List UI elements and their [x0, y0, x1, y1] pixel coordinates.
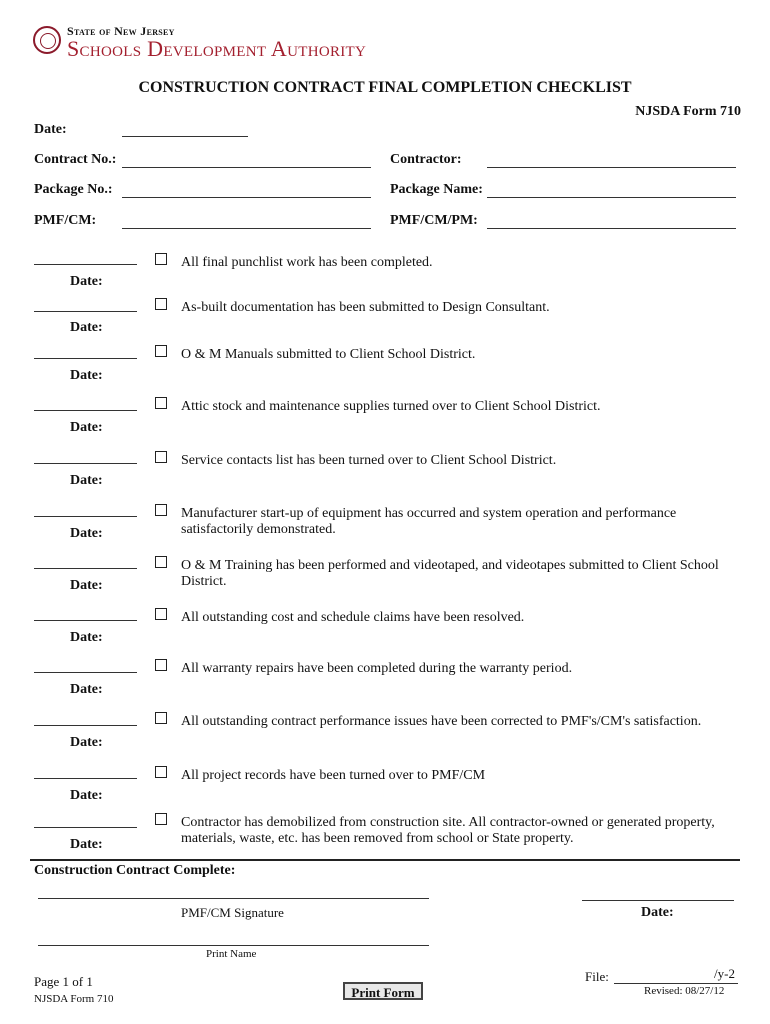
initials-line[interactable]: [34, 778, 137, 779]
package-no-label: Package No.:: [34, 182, 113, 197]
checklist-item-text: All project records have been turned over to PMF/CM: [181, 768, 486, 783]
revised-date: Revised: 08/27/12: [644, 985, 725, 997]
date-field[interactable]: [122, 136, 248, 137]
checklist-item-text: As-built documentation has been submitted to Design Consultant.: [181, 300, 550, 315]
form-number: NJSDA Form 710: [635, 104, 741, 119]
item-date-label: Date:: [70, 682, 103, 697]
item-date-label: Date:: [70, 368, 103, 383]
logo-state-text: State of New Jersey: [67, 24, 175, 38]
checkbox[interactable]: [155, 556, 167, 568]
print-name-field[interactable]: [38, 945, 429, 946]
file-suffix: /y-2: [714, 966, 735, 981]
initials-line[interactable]: [34, 311, 137, 312]
checkbox[interactable]: [155, 504, 167, 516]
checklist-item-text: All outstanding contract performance issues have been corrected to PMF's/CM's satisfaction.: [181, 714, 702, 729]
initials-line[interactable]: [34, 463, 137, 464]
package-name-field[interactable]: [487, 197, 736, 198]
section-divider: [30, 859, 740, 861]
initials-line[interactable]: [34, 672, 137, 673]
checklist-item-text: All warranty repairs have been completed during the warranty period.: [181, 661, 573, 676]
item-date-label: Date:: [70, 473, 103, 488]
checklist-item-text: All outstanding cost and schedule claims have been resolved.: [181, 610, 525, 625]
checkbox[interactable]: [155, 608, 167, 620]
item-date-label: Date:: [70, 420, 103, 435]
logo-authority-text: Schools Development Authority: [67, 36, 367, 61]
contract-no-label: Contract No.:: [34, 152, 117, 167]
item-date-label: Date:: [70, 274, 103, 289]
checklist-item-text: Manufacturer start-up of equipment has occurred and system operation and performance satisfactorily demonstrated.: [181, 506, 677, 537]
checkbox[interactable]: [155, 397, 167, 409]
checkbox[interactable]: [155, 813, 167, 825]
checkbox[interactable]: [155, 253, 167, 265]
completion-heading: Construction Contract Complete:: [34, 863, 236, 878]
pmf-cm-pm-label: PMF/CM/PM:: [390, 213, 478, 228]
nj-seal-logo-icon: [33, 26, 61, 54]
package-name-label: Package Name:: [390, 182, 483, 197]
pmf-cm-signature-field[interactable]: [38, 898, 429, 899]
pmf-cm-pm-field[interactable]: [487, 228, 736, 229]
completion-date-field[interactable]: [582, 900, 734, 901]
file-label: File:: [585, 969, 609, 984]
item-date-label: Date:: [70, 578, 103, 593]
checklist-item-text: Service contacts list has been turned over to Client School District.: [181, 453, 557, 468]
initials-line[interactable]: [34, 516, 137, 517]
item-date-label: Date:: [70, 837, 103, 852]
page-number: Page 1 of 1: [34, 974, 93, 989]
checkbox[interactable]: [155, 451, 167, 463]
footer-form-number: NJSDA Form 710: [34, 993, 114, 1005]
checkbox[interactable]: [155, 659, 167, 671]
signature-label: PMF/CM Signature: [181, 905, 284, 920]
contract-no-field[interactable]: [122, 167, 371, 168]
initials-line[interactable]: [34, 358, 137, 359]
initials-line[interactable]: [34, 568, 137, 569]
checkbox[interactable]: [155, 345, 167, 357]
initials-line[interactable]: [34, 264, 137, 265]
item-date-label: Date:: [70, 630, 103, 645]
checklist-item-text: Attic stock and maintenance supplies turned over to Client School District.: [181, 399, 601, 414]
pmf-cm-field[interactable]: [122, 228, 371, 229]
completion-date-label: Date:: [641, 905, 674, 920]
checklist-item-text: All final punchlist work has been completed.: [181, 255, 433, 270]
initials-line[interactable]: [34, 725, 137, 726]
contractor-field[interactable]: [487, 167, 736, 168]
package-no-field[interactable]: [122, 197, 371, 198]
initials-line[interactable]: [34, 827, 137, 828]
checklist-item-text: O & M Training has been performed and videotaped, and videotapes submitted to Client School District.: [181, 558, 719, 589]
print-name-label: Print Name: [206, 948, 257, 960]
checklist-item-text: Contractor has demobilized from construction site. All contractor-owned or generated property, materials, waste, etc. has been removed from school or State property.: [181, 815, 715, 846]
print-form-button[interactable]: Print Form: [343, 982, 423, 1000]
contractor-label: Contractor:: [390, 152, 462, 167]
form-title: CONSTRUCTION CONTRACT FINAL COMPLETION CHECKLIST: [138, 79, 632, 96]
pmf-cm-label: PMF/CM:: [34, 213, 97, 228]
checkbox[interactable]: [155, 766, 167, 778]
item-date-label: Date:: [70, 320, 103, 335]
checkbox[interactable]: [155, 712, 167, 724]
item-date-label: Date:: [70, 735, 103, 750]
item-date-label: Date:: [70, 788, 103, 803]
item-date-label: Date:: [70, 526, 103, 541]
checkbox[interactable]: [155, 298, 167, 310]
date-label: Date:: [34, 122, 67, 137]
file-field[interactable]: [614, 983, 738, 984]
initials-line[interactable]: [34, 620, 137, 621]
checklist-item-text: O & M Manuals submitted to Client School District.: [181, 347, 476, 362]
initials-line[interactable]: [34, 410, 137, 411]
